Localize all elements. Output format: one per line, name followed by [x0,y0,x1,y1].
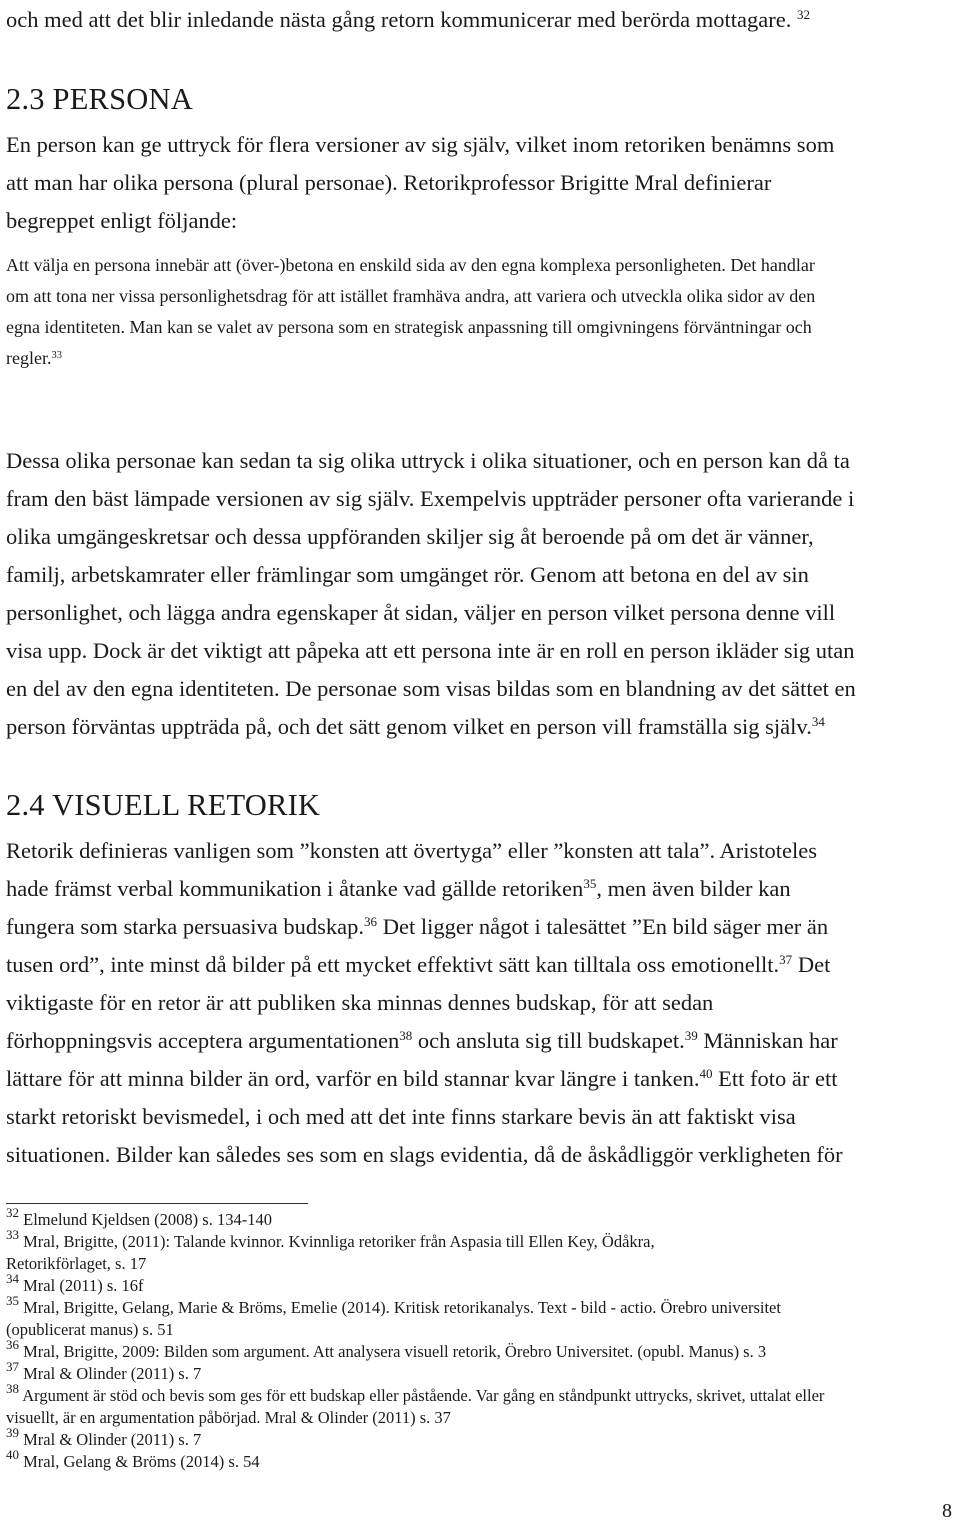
footnote-ref: 39 [684,1028,698,1044]
footnote-line [6,1359,202,1383]
footnote-number: 40 [6,1447,19,1463]
paragraph-text: hade främst verbal kommunikation i åtanke vad gällde retoriken [6,876,584,901]
block-quote-line [6,349,62,367]
paragraph-line [6,992,713,1015]
section-heading-persona: 2.3 PERSONA [6,82,193,116]
footnote-text: Mral & Olinder (2011) s. 7 [23,1364,202,1383]
footnote-text: Mral & Olinder (2011) s. 7 [23,1430,202,1449]
footnote-number: 38 [6,1381,19,1397]
paragraph-text: och ansluta sig till budskapet. [412,1028,685,1053]
footnote-text: Mral (2011) s. 16f [23,1276,144,1295]
footnote-line [6,1271,144,1295]
paragraph-line [6,878,791,901]
paragraph-line [6,916,828,939]
footnote-line [6,1337,767,1361]
footnote-line [6,1205,272,1229]
footnote-line [6,1425,202,1449]
paragraph-line [6,840,817,863]
paragraph-line: familj, arbetskamrater eller främlingar som umgänget rör. Genom att betona en del av sin [6,562,809,587]
carry-over-line [6,9,810,32]
footnote-text: Mral, Brigitte, Gelang, Marie & Bröms, Emelie (2014). Kritisk retorikanalys. Text - bild - actio. Örebro universitet [23,1298,781,1317]
paragraph-line: begreppet enligt följande: [6,208,238,233]
footnote-number: 35 [6,1293,19,1309]
paragraph-text: tusen ord”, inte minst då bilder på ett mycket effektivt sätt kan tilltala oss emotionellt. [6,952,780,977]
paragraph-line: att man har olika persona (plural personae). Retorikprofessor Brigitte Mral definierar [6,170,772,195]
paragraph-line [6,1106,796,1129]
footnote-line [6,1227,655,1251]
paragraph-line: en del av den egna identiteten. De personae som visas bildas som en blandning av det sättet en [6,676,856,701]
footnote-ref: 37 [779,952,793,968]
paragraph-text: Det ligger något i talesättet ”En bild säger mer än [377,914,829,939]
footnote-ref: 40 [699,1066,713,1082]
footnote-line [6,1381,825,1405]
paragraph-text: Det [792,952,831,977]
footnote-number: 32 [6,1205,19,1221]
paragraph-text: Retorik definieras vanligen som ”konsten att övertyga” eller ”konsten att tala”. Aristoteles [6,838,817,863]
footnote-number: 37 [6,1359,19,1375]
paragraph-line: visa upp. Dock är det viktigt att påpeka att ett persona inte är en roll en person ikläder sig utan [6,638,855,663]
block-quote-text: regler. [6,348,52,368]
paragraph-text: situationen. Bilder kan således ses som en slags evidentia, då de åskådliggör verkligheten för [6,1142,843,1167]
footnote-line [6,1293,781,1317]
footnote-ref: 35 [583,876,597,892]
footnote-text: visuellt, är en argumentation påbörjad. Mral & Olinder (2011) s. 37 [6,1408,451,1427]
footnote-separator [6,1203,308,1204]
paragraph-text: fungera som starka persuasiva budskap. [6,914,365,939]
footnote-number: 33 [6,1227,19,1243]
paragraph-text: starkt retoriskt bevismedel, i och med att det inte finns starkare bevis än att faktiskt visa [6,1104,796,1129]
section-heading-visuell-retorik: 2.4 VISUELL RETORIK [6,788,321,822]
block-quote-line: egna identiteten. Man kan se valet av persona som en strategisk anpassning till omgivningens förväntningar och [6,317,812,337]
footnote-ref: 34 [811,714,825,730]
footnote-ref: 36 [364,914,378,930]
footnote-line [6,1256,146,1273]
paragraph-text: viktigaste för en retor är att publiken ska minnas dennes budskap, för att sedan [6,990,714,1015]
footnote-line [6,1410,451,1427]
footnote-text: Argument är stöd och bevis som ges för ett budskap eller påstående. Var gång en ståndpunkt uttrycks, skrivet, uttalat eller [22,1386,825,1405]
paragraph-text: Människan har [697,1028,838,1053]
paragraph-text: lättare för att minna bilder än ord, varför en bild stannar kvar längre i tanken. [6,1066,700,1091]
paragraph-text: Ett foto är ett [712,1066,838,1091]
footnote-number: 39 [6,1425,19,1441]
page-number: 8 [942,1500,952,1522]
paragraph-line [6,716,825,739]
paragraph-line [6,954,830,977]
paragraph-text: , men även bilder kan [596,876,791,901]
footnote-text: Mral, Gelang & Bröms (2014) s. 54 [23,1452,260,1471]
paragraph-line: fram den bäst lämpade versionen av sig själv. Exempelvis uppträder personer ofta varierande i [6,486,855,511]
paragraph-line: Dessa olika personae kan sedan ta sig olika uttryck i olika situationer, och en person kan då ta [6,448,850,473]
paragraph-line: personlighet, och lägga andra egenskaper åt sidan, väljer en person vilket persona denne vill [6,600,836,625]
paragraph-line: En person kan ge uttryck för flera versioner av sig själv, vilket inom retoriken benämns som [6,132,835,157]
paragraph-line [6,1144,843,1167]
paragraph-line [6,1030,838,1053]
paragraph-line [6,1068,838,1091]
footnote-line [6,1322,174,1339]
paragraph-line: olika umgängeskretsar och dessa uppföranden skiljer sig åt beroende på om det är vänner, [6,524,814,549]
footnote-ref: 32 [796,7,810,23]
block-quote-line: Att välja en persona innebär att (över-)betona en enskild sida av den egna komplexa personligheten. Det handlar [6,255,815,275]
footnote-ref: 38 [399,1028,413,1044]
footnote-text: Mral, Brigitte, (2011): Talande kvinnor. Kvinnliga retoriker från Aspasia till Ellen Key, Ödåkra, [23,1232,655,1251]
footnote-line [6,1447,260,1471]
footnote-text: Mral, Brigitte, 2009: Bilden som argument. Att analysera visuell retorik, Örebro Universitet. (opubl. Manus) s. 3 [23,1342,767,1361]
footnote-text: Retorikförlaget, s. 17 [6,1254,147,1273]
footnote-number: 34 [6,1271,19,1287]
paragraph-text: person förväntas uppträda på, och det sätt genom vilket en person vill framställa sig själv. [6,714,812,739]
footnote-text: Elmelund Kjeldsen (2008) s. 134-140 [23,1210,272,1229]
block-quote-line: om att tona ner vissa personlighetsdrag för att istället framhäva andra, att variera och utveckla olika sidor av den [6,286,816,306]
footnote-number: 36 [6,1337,19,1353]
footnote-ref: 33 [51,349,62,361]
paragraph-text: förhoppningsvis acceptera argumentationen [6,1028,400,1053]
footnote-text: (opublicerat manus) s. 51 [6,1320,174,1339]
carry-over-text: och med att det blir inledande nästa gång retorn kommunicerar med berörda mottagare. [6,7,792,32]
